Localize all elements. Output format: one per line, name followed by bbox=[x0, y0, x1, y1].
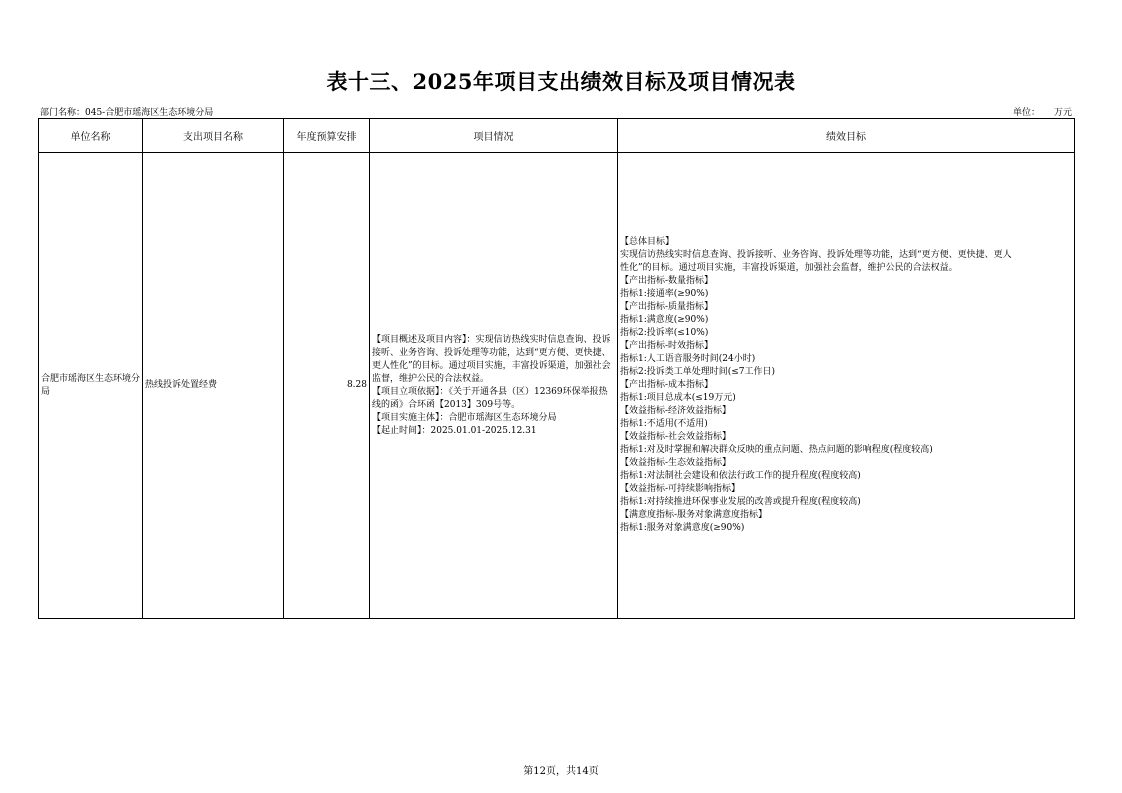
performance-line: 【效益指标-生态效益指标】 bbox=[620, 458, 732, 468]
performance-line: 指标1:人工语音服务时间(24小时) bbox=[620, 354, 756, 364]
performance-line: 【产出指标-成本指标】 bbox=[620, 380, 714, 390]
performance-line: 指标2:投诉率(≤10%) bbox=[620, 328, 709, 338]
header-project-info: 项目情况 bbox=[370, 119, 618, 153]
performance-line: 指标1:对持续推进环保事业发展的改善或提升程度(程度较高) bbox=[620, 497, 861, 507]
project-info-line: 【项目立项依据】：《关于开通各县（区）12369环保举报热线的函》合环函【2013】309号等。 bbox=[372, 386, 608, 410]
performance-line: 指标1:服务对象满意度(≥90%) bbox=[620, 523, 745, 533]
performance-line: 指标1:不适用(不适用) bbox=[620, 419, 708, 429]
performance-line: 性化”的目标。通过项目实施，丰富投诉渠道，加强社会监督，维护公民的合法权益。 bbox=[620, 263, 958, 273]
table-row bbox=[39, 153, 1075, 619]
performance-line: 指标1:满意度(≥90%) bbox=[620, 315, 709, 325]
project-info-line: 【项目概述及项目内容】：实现信访热线实时信息查询、投诉接听、业务咨询、投诉处理等功能，达到“更方便、更快捷、更人性化”的目标。通过项目实施，丰富投诉渠道，加强社会监督，维护公民的合法权益。 bbox=[372, 334, 611, 384]
cell-project-name: 热线投诉处置经费 bbox=[143, 153, 284, 619]
unit-label bbox=[1013, 105, 1072, 118]
project-info-line: 【起止时间】：2025.01.01-2025.12.31 bbox=[372, 425, 537, 436]
page-footer: 第12页，共14页 bbox=[523, 766, 599, 777]
header-project-name: 支出项目名称 bbox=[143, 119, 284, 153]
cell-performance bbox=[618, 153, 1075, 619]
cell-budget: 8.28 bbox=[284, 153, 370, 619]
header-performance: 绩效目标 bbox=[618, 119, 1075, 153]
unit-label-text: 单位： bbox=[1012, 108, 1040, 118]
performance-line: 【效益指标-社会效益指标】 bbox=[620, 432, 732, 442]
header-unit-name: 单位名称 bbox=[39, 119, 143, 153]
performance-line: 【总体目标】 bbox=[620, 237, 675, 247]
performance-line: 指标1:对及时掌握和解决群众反映的重点问题、热点问题的影响程度(程度较高) bbox=[620, 445, 933, 455]
performance-line: 【效益指标-经济效益指标】 bbox=[620, 406, 732, 416]
performance-line: 指标2:投诉类工单处理时间(≤7工作日) bbox=[620, 367, 776, 377]
department-label: 部门名称：045-合肥市瑶海区生态环境分局 bbox=[40, 108, 214, 118]
unit-value: 万元 bbox=[1053, 108, 1072, 118]
cell-project-info bbox=[370, 153, 618, 619]
header-budget: 年度预算安排 bbox=[284, 119, 370, 153]
page-title: 表十三、2025年项目支出绩效目标及项目情况表 bbox=[326, 69, 796, 94]
performance-line: 【产出指标-时效指标】 bbox=[620, 341, 714, 351]
performance-line: 【产出指标-数量指标】 bbox=[620, 276, 714, 286]
cell-unit-name: 合肥市瑶海区生态环境分局 bbox=[39, 153, 143, 619]
header-row bbox=[39, 119, 1075, 153]
performance-line: 【产出指标-质量指标】 bbox=[620, 302, 714, 312]
project-info-line: 【项目实施主体】：合肥市瑶海区生态环境分局 bbox=[372, 412, 557, 423]
performance-line: 指标1:对法制社会建设和依法行政工作的提升程度(程度较高) bbox=[620, 471, 861, 481]
performance-line: 【满意度指标-服务对象满意度指标】 bbox=[620, 510, 768, 520]
performance-line: 指标1:项目总成本(≤19万元) bbox=[620, 393, 736, 403]
performance-line: 指标1:接通率(≥90%) bbox=[620, 289, 709, 299]
performance-table bbox=[38, 118, 1075, 619]
performance-line: 【效益指标-可持续影响指标】 bbox=[620, 484, 741, 494]
performance-line: 实现信访热线实时信息查询、投诉接听、业务咨询、投诉处理等功能，达到“更方便、更快捷、更人 bbox=[620, 250, 1012, 260]
